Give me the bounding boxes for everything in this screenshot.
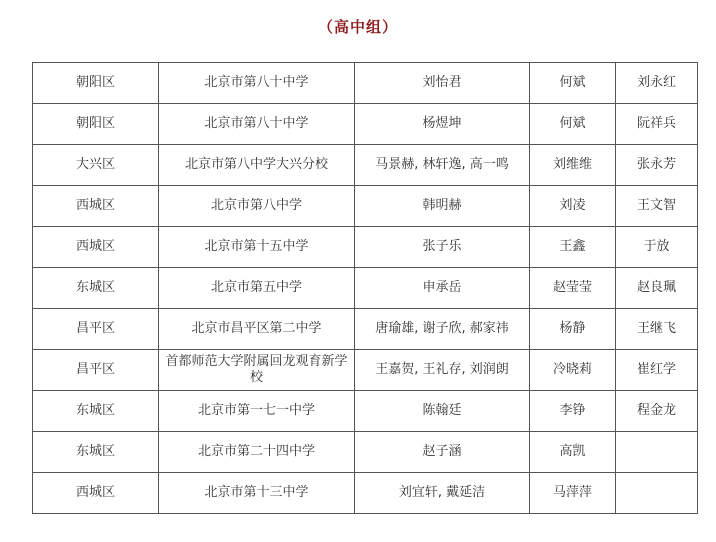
students-cell: 陈翰廷 (355, 391, 530, 432)
teacher-cell: 王继飞 (616, 309, 698, 350)
students-cell: 申承岳 (355, 268, 530, 309)
students-cell: 张子乐 (355, 227, 530, 268)
table-row (33, 227, 698, 268)
students-cell: 赵子涵 (355, 432, 530, 473)
teacher-cell: 程金龙 (616, 391, 698, 432)
students-cell: 韩明赫 (355, 186, 530, 227)
district-cell: 大兴区 (33, 145, 159, 186)
teacher-cell: 刘凌 (530, 186, 616, 227)
table-row (33, 432, 698, 473)
students-cell: 马景赫, 林轩逸, 高一鸣 (355, 145, 530, 186)
teacher-cell: 刘永红 (616, 63, 698, 104)
table-row (33, 309, 698, 350)
school-cell: 首都师范大学附属回龙观育新学校 (159, 350, 355, 391)
teacher-cell: 杨静 (530, 309, 616, 350)
page-title: （高中组） (317, 18, 398, 36)
school-cell: 北京市第八中学 (159, 186, 355, 227)
district-cell: 西城区 (33, 227, 159, 268)
teacher-cell: 李铮 (530, 391, 616, 432)
teacher-cell: 于放 (616, 227, 698, 268)
table-row (33, 473, 698, 514)
district-cell: 东城区 (33, 391, 159, 432)
school-cell: 北京市第二十四中学 (159, 432, 355, 473)
teacher-cell: 张永芳 (616, 145, 698, 186)
teacher-cell: 冷晓莉 (530, 350, 616, 391)
table-row (33, 145, 698, 186)
students-cell: 唐瑜雄, 谢子欣, 郝家祎 (355, 309, 530, 350)
teacher-cell: 崔红学 (616, 350, 698, 391)
teacher-cell: 王鑫 (530, 227, 616, 268)
school-cell: 北京市第一七一中学 (159, 391, 355, 432)
district-cell: 朝阳区 (33, 104, 159, 145)
school-cell: 北京市第八十中学 (159, 104, 355, 145)
district-cell: 西城区 (33, 473, 159, 514)
school-cell: 北京市第十三中学 (159, 473, 355, 514)
students-cell: 王嘉贺, 王礼存, 刘润朗 (355, 350, 530, 391)
teacher-cell: 王文智 (616, 186, 698, 227)
teacher-cell: 刘维维 (530, 145, 616, 186)
district-cell: 朝阳区 (33, 63, 159, 104)
teacher-cell: 何斌 (530, 63, 616, 104)
district-cell: 东城区 (33, 432, 159, 473)
teacher-cell (616, 473, 698, 514)
school-cell: 北京市第十五中学 (159, 227, 355, 268)
teacher-cell: 阮祥兵 (616, 104, 698, 145)
school-cell: 北京市第八中学大兴分校 (159, 145, 355, 186)
table-body (33, 63, 698, 514)
district-cell: 东城区 (33, 268, 159, 309)
teacher-cell: 何斌 (530, 104, 616, 145)
table-row (33, 350, 698, 391)
table-row (33, 63, 698, 104)
teacher-cell: 高凯 (530, 432, 616, 473)
table-row (33, 268, 698, 309)
district-cell: 昌平区 (33, 350, 159, 391)
school-cell: 北京市昌平区第二中学 (159, 309, 355, 350)
students-cell: 刘宜轩, 戴延洁 (355, 473, 530, 514)
teacher-cell: 马萍萍 (530, 473, 616, 514)
district-cell: 昌平区 (33, 309, 159, 350)
teacher-cell (616, 432, 698, 473)
winners-table (32, 62, 698, 514)
school-cell: 北京市第八十中学 (159, 63, 355, 104)
school-cell: 北京市第五中学 (159, 268, 355, 309)
table-row (33, 186, 698, 227)
district-cell: 西城区 (33, 186, 159, 227)
students-cell: 刘怡君 (355, 63, 530, 104)
table-row (33, 391, 698, 432)
teacher-cell: 赵莹莹 (530, 268, 616, 309)
students-cell: 杨煜坤 (355, 104, 530, 145)
table-row (33, 104, 698, 145)
teacher-cell: 赵良珮 (616, 268, 698, 309)
